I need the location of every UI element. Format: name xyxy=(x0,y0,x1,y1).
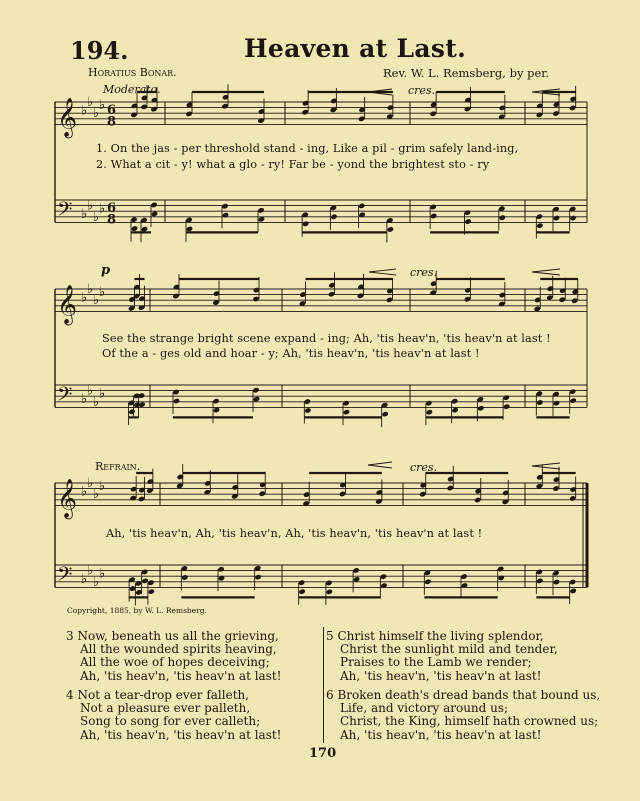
tempo-marking: Moderato. xyxy=(103,83,161,96)
crescendo-marking-2: cres. xyxy=(410,266,438,279)
note-head xyxy=(138,401,145,407)
verse-line: Ah, 'tis heav'n, 'tis heav'n at last! xyxy=(340,727,542,742)
crescendo-hairpin xyxy=(532,269,560,275)
crescendo-hairpin xyxy=(368,462,392,468)
note-head xyxy=(298,588,305,594)
verse-line: All the woe of hopes deceiving; xyxy=(80,655,270,670)
bass-clef-icon: 𝄢 xyxy=(57,562,73,591)
verse-line: Ah, 'tis heav'n, 'tis heav'n at last! xyxy=(80,668,282,683)
flat-icon: ♭ xyxy=(87,95,94,110)
verse-line: Not a pleasure ever palleth, xyxy=(80,701,251,716)
flat-icon: ♭ xyxy=(81,572,88,587)
lyrics-verse-1: 1. On the jas - per threshold stand - ing, Like a pil - grim safely land-ing, xyxy=(96,142,519,155)
flat-icon: ♭ xyxy=(81,392,88,407)
verse-line: Christ, the King, himself hath crowned us; xyxy=(340,714,599,729)
refrain-label: Refrain. xyxy=(95,460,141,473)
note-head xyxy=(173,398,180,404)
verse-line: 5 Christ himself the living splendor, xyxy=(326,629,544,643)
note-head xyxy=(302,221,309,227)
note-head xyxy=(387,226,394,232)
flat-icon: ♭ xyxy=(99,386,106,402)
flat-icon: ♭ xyxy=(81,290,88,306)
treble-clef-icon: 𝄞 xyxy=(57,284,78,325)
note-head xyxy=(430,213,437,219)
verse-5 xyxy=(326,630,558,683)
flat-icon: ♭ xyxy=(93,106,100,122)
piano-marking: p xyxy=(101,263,111,278)
verse-6 xyxy=(326,689,600,742)
verse-3 xyxy=(66,630,282,683)
note-head xyxy=(380,582,387,588)
note-head xyxy=(254,574,261,580)
time-signature-top: 6 xyxy=(107,103,117,119)
hymn-author: Horatius Bonar. xyxy=(88,66,177,79)
note-head xyxy=(186,226,193,232)
note-head xyxy=(497,575,504,581)
time-signature-top: 6 xyxy=(107,201,117,217)
flat-icon: ♭ xyxy=(93,487,100,503)
flat-icon: ♭ xyxy=(87,282,94,297)
note-head xyxy=(131,225,138,231)
flat-icon: ♭ xyxy=(87,563,94,579)
flat-icon: ♭ xyxy=(99,201,106,217)
note-head xyxy=(499,214,506,220)
note-head xyxy=(569,588,576,594)
crescendo-marking-3: cres. xyxy=(410,461,438,474)
note-head xyxy=(553,579,560,585)
crescendo-hairpin xyxy=(369,269,396,275)
verse-line: Praises to the Lamb we render; xyxy=(340,655,532,670)
flat-icon: ♭ xyxy=(93,293,100,309)
verse-line: Ah, 'tis heav'n, 'tis heav'n at last! xyxy=(80,727,282,742)
note-head xyxy=(181,574,188,580)
note-head xyxy=(536,399,543,405)
flat-icon: ♭ xyxy=(87,383,94,399)
verse-line: Ah, 'tis heav'n, 'tis heav'n at last! xyxy=(340,668,542,683)
verse-line: Life, and victory around us; xyxy=(340,701,509,716)
note-head xyxy=(381,411,388,417)
lyrics-verse-1-line-2: See the strange bright scene expand - ing; Ah, 'tis heav'n, 'tis heav'n at last ! xyxy=(102,332,551,345)
flat-icon: ♭ xyxy=(81,484,88,500)
note-head xyxy=(128,409,135,415)
treble-clef-icon: 𝄞 xyxy=(57,97,78,138)
note-head xyxy=(569,215,576,221)
verse-line: 6 Broken death's dread bands that bound us, xyxy=(326,688,601,702)
hymn-number: 194. xyxy=(70,36,129,65)
note-head xyxy=(464,218,471,224)
note-head xyxy=(553,400,560,406)
note-head xyxy=(148,588,155,594)
note-head xyxy=(330,214,337,220)
note-head xyxy=(426,409,433,415)
note-head xyxy=(503,403,510,409)
note-head xyxy=(222,212,229,218)
page-number: 170 xyxy=(309,746,337,761)
flat-icon: ♭ xyxy=(87,198,94,214)
verse-line: All the wounded spirits heaving, xyxy=(80,642,277,657)
flat-icon: ♭ xyxy=(93,394,100,410)
note-head xyxy=(151,211,158,217)
flat-icon: ♭ xyxy=(81,103,88,119)
verse-4 xyxy=(66,689,282,742)
bass-clef-icon: 𝄢 xyxy=(57,197,73,226)
verse-divider xyxy=(323,627,324,743)
time-signature-bottom: 8 xyxy=(107,212,117,228)
refrain-lyrics: Ah, 'tis heav'n, Ah, 'tis heav'n, Ah, 'tis heav'n, 'tis heav'n at last ! xyxy=(106,527,483,540)
lyrics-verse-2-line-2: Of the a - ges old and hoar - y; Ah, 'tis heav'n, 'tis heav'n at last ! xyxy=(102,347,480,360)
flat-icon: ♭ xyxy=(81,207,88,222)
crescendo-marking-1: cres. xyxy=(408,84,436,97)
note-head xyxy=(569,397,576,403)
note-head xyxy=(451,407,458,413)
flat-icon: ♭ xyxy=(99,284,106,300)
crescendo-hairpin xyxy=(532,463,560,469)
note-head xyxy=(424,579,431,585)
note-head xyxy=(553,215,560,221)
treble-clef-icon: 𝄞 xyxy=(57,478,78,519)
note-head xyxy=(326,589,333,595)
bass-clef-icon: 𝄢 xyxy=(57,382,73,411)
flat-icon: ♭ xyxy=(93,574,100,590)
verse-line: Song to song for ever calleth; xyxy=(80,714,261,729)
verse-line: Christ the sunlight mild and tender, xyxy=(340,642,558,657)
time-signature-bottom: 8 xyxy=(107,114,117,130)
flat-icon: ♭ xyxy=(99,566,106,582)
flat-icon: ♭ xyxy=(99,478,106,494)
note-head xyxy=(304,407,311,413)
note-head xyxy=(536,222,543,228)
lyrics-verse-2: 2. What a cit - y! what a glo - ry! Far be - yond the brightest sto - ry xyxy=(96,158,490,171)
flat-icon: ♭ xyxy=(93,209,100,225)
hymn-composer: Rev. W. L. Remsberg, by per. xyxy=(383,66,550,80)
copyright-notice: Copyright, 1885, by W. L. Remsberg. xyxy=(67,606,207,615)
verse-line: 3 Now, beneath us all the grieving, xyxy=(66,629,279,643)
note-head xyxy=(477,405,484,411)
flat-icon: ♭ xyxy=(87,476,94,491)
note-head xyxy=(343,409,350,415)
flat-icon: ♭ xyxy=(99,97,106,113)
hymn-title: Heaven at Last. xyxy=(244,34,467,63)
verse-line: 4 Not a tear-drop ever falleth, xyxy=(66,688,250,702)
note-head xyxy=(536,578,543,584)
